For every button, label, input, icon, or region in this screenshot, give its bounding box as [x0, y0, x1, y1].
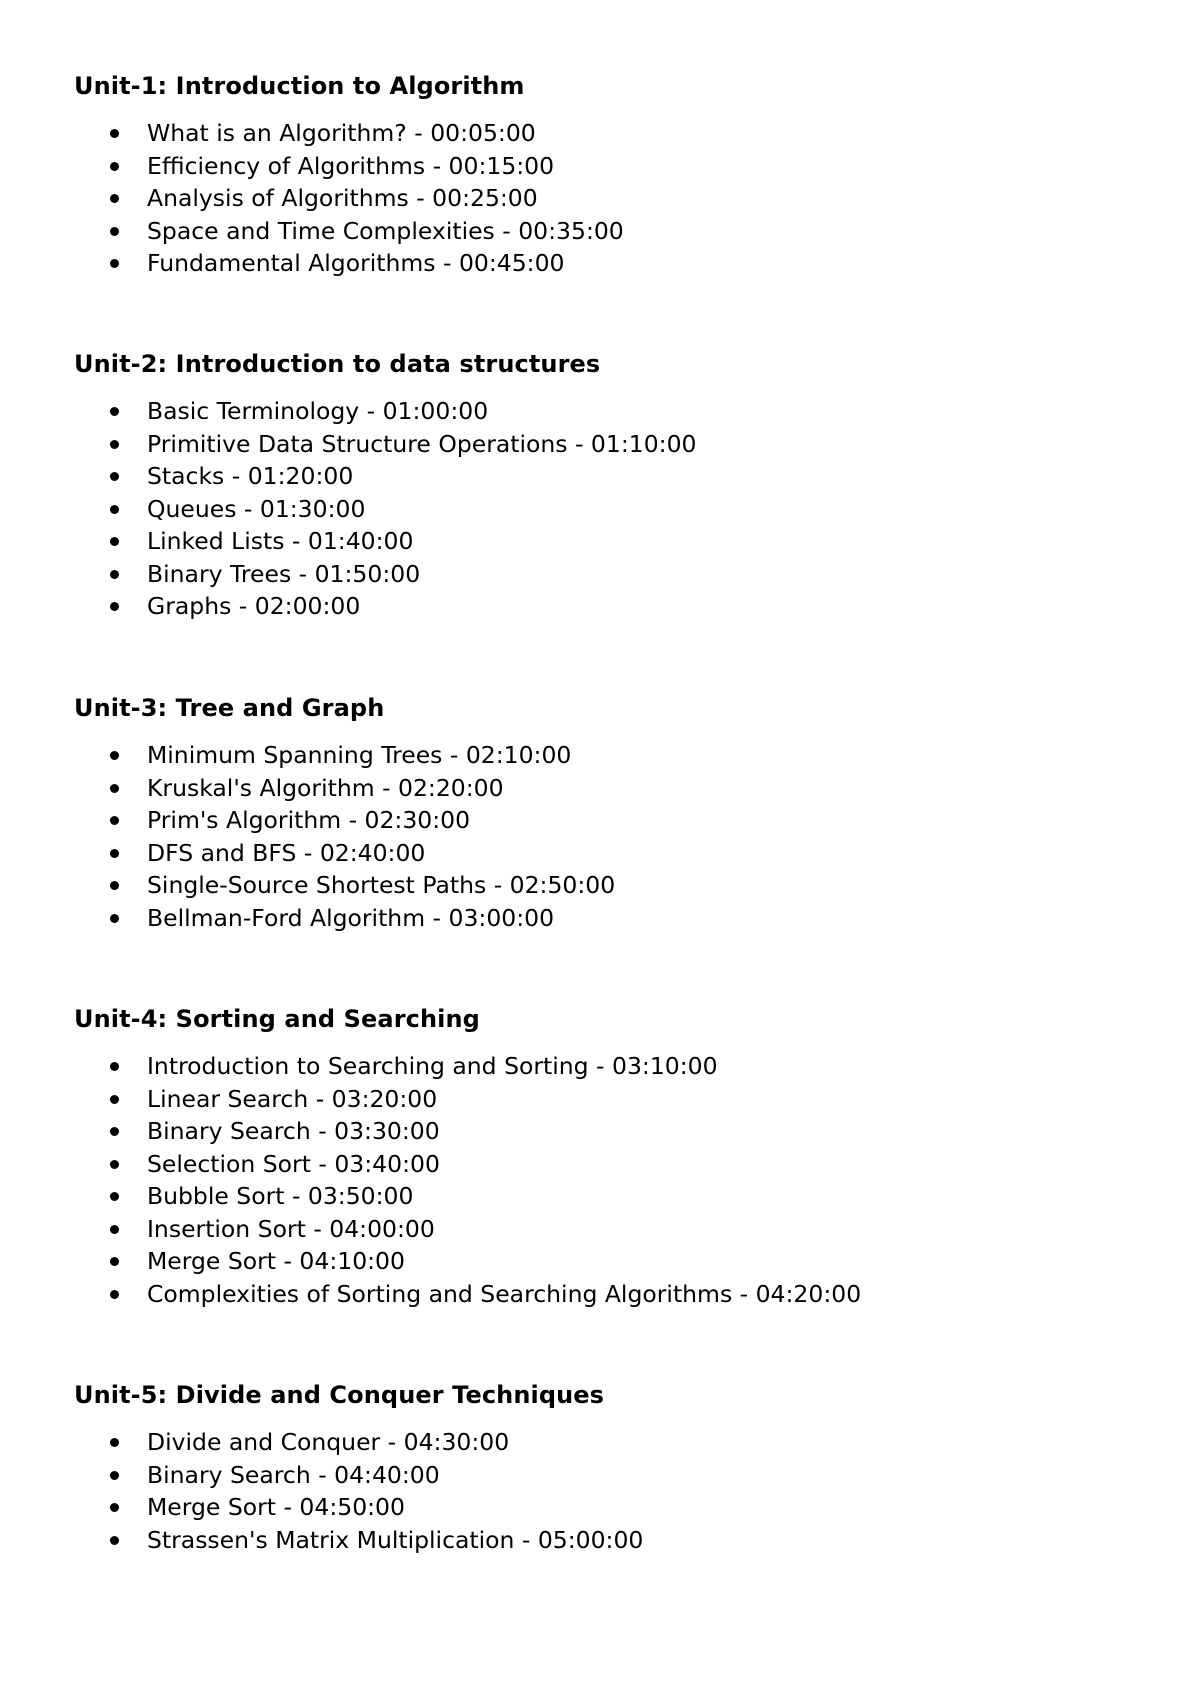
list-item — [74, 1524, 1074, 1557]
topic-text: Insertion Sort - 04:00:00 — [147, 1214, 435, 1243]
list-item — [74, 558, 1074, 591]
unit-title: Unit-2: Introduction to data structures — [74, 350, 601, 378]
bullet-icon — [110, 1536, 119, 1545]
bullet-icon — [110, 440, 119, 449]
bullet-icon — [110, 162, 119, 171]
topic-text: Divide and Conquer - 04:30:00 — [147, 1428, 510, 1456]
topic-text: Basic Terminology - 01:00:00 — [147, 397, 489, 425]
bullet-icon — [110, 1160, 119, 1169]
list-item — [74, 1148, 1074, 1181]
bullet-icon — [110, 784, 119, 793]
topic-text: Fundamental Algorithms - 00:45:00 — [147, 249, 565, 277]
bullet-icon — [110, 1438, 119, 1447]
bullet-icon — [110, 816, 119, 825]
topic-text: Queues - 01:30:00 — [147, 494, 366, 523]
list-item — [74, 1278, 1074, 1311]
list-item — [74, 493, 1074, 526]
topic-text: Primitive Data Structure Operations - 01:10:00 — [147, 429, 697, 458]
topic-list — [74, 1426, 1074, 1556]
bullet-icon — [110, 1192, 119, 1201]
topic-text: Bellman-Ford Algorithm - 03:00:00 — [147, 903, 555, 932]
topic-text: Efficiency of Algorithms - 00:15:00 — [147, 151, 555, 180]
bullet-icon — [110, 407, 119, 416]
unit-section — [74, 693, 1074, 934]
topic-text: Linked Lists - 01:40:00 — [147, 527, 414, 555]
list-item — [74, 1180, 1074, 1213]
bullet-icon — [110, 259, 119, 268]
bullet-icon — [110, 227, 119, 236]
list-item — [74, 1213, 1074, 1246]
bullet-icon — [110, 505, 119, 514]
unit-section — [74, 1004, 1074, 1310]
topic-list — [74, 1050, 1074, 1310]
list-item — [74, 1115, 1074, 1148]
bullet-icon — [110, 1127, 119, 1136]
topic-text: Strassen's Matrix Multiplication - 05:00:00 — [147, 1525, 644, 1554]
bullet-icon — [110, 570, 119, 579]
topic-text: Complexities of Sorting and Searching Algorithms - 04:20:00 — [147, 1279, 862, 1308]
topic-text: Kruskal's Algorithm - 02:20:00 — [147, 773, 504, 802]
topic-text: Single-Source Shortest Paths - 02:50:00 — [147, 871, 616, 899]
topic-text: Prim's Algorithm - 02:30:00 — [147, 806, 471, 834]
list-item — [74, 247, 1074, 280]
bullet-icon — [110, 1225, 119, 1234]
topic-text: DFS and BFS - 02:40:00 — [147, 838, 426, 867]
topic-text: Merge Sort - 04:50:00 — [147, 1493, 405, 1521]
bullet-icon — [110, 1062, 119, 1071]
list-item — [74, 215, 1074, 248]
list-item — [74, 1426, 1074, 1459]
list-item — [74, 395, 1074, 428]
topic-text: Stacks - 01:20:00 — [147, 462, 354, 490]
bullet-icon — [110, 1503, 119, 1512]
topic-list — [74, 395, 1074, 623]
topic-text: Analysis of Algorithms - 00:25:00 — [147, 184, 538, 212]
unit-section — [74, 1380, 1074, 1556]
list-item — [74, 182, 1074, 215]
topic-text: Linear Search - 03:20:00 — [147, 1084, 438, 1113]
list-item — [74, 428, 1074, 461]
unit-title: Unit-4: Sorting and Searching — [74, 1005, 480, 1033]
bullet-icon — [110, 1095, 119, 1104]
topic-text: Bubble Sort - 03:50:00 — [147, 1182, 414, 1210]
bullet-icon — [110, 537, 119, 546]
list-item — [74, 1491, 1074, 1524]
topic-text: Binary Search - 04:40:00 — [147, 1460, 440, 1489]
topic-text: Binary Trees - 01:50:00 — [147, 559, 421, 588]
bullet-icon — [110, 602, 119, 611]
list-item — [74, 525, 1074, 558]
list-item — [74, 1083, 1074, 1116]
list-item — [74, 460, 1074, 493]
topic-text: Merge Sort - 04:10:00 — [147, 1247, 405, 1275]
list-item — [74, 1245, 1074, 1278]
unit-title: Unit-1: Introduction to Algorithm — [74, 72, 525, 100]
list-item — [74, 1459, 1074, 1492]
list-item — [74, 902, 1074, 935]
topic-list — [74, 739, 1074, 934]
list-item — [74, 1050, 1074, 1083]
topic-text: Space and Time Complexities - 00:35:00 — [147, 216, 624, 245]
topic-text: Minimum Spanning Trees - 02:10:00 — [147, 741, 572, 769]
bullet-icon — [110, 194, 119, 203]
bullet-icon — [110, 472, 119, 481]
unit-section — [74, 71, 1074, 280]
list-item — [74, 150, 1074, 183]
unit-title: Unit-5: Divide and Conquer Techniques — [74, 1381, 605, 1409]
bullet-icon — [110, 1471, 119, 1480]
unit-section — [74, 349, 1074, 623]
topic-text: Introduction to Searching and Sorting - 03:10:00 — [147, 1052, 718, 1080]
bullet-icon — [110, 751, 119, 760]
bullet-icon — [110, 849, 119, 858]
topic-text: What is an Algorithm? - 00:05:00 — [147, 119, 536, 147]
list-item — [74, 739, 1074, 772]
list-item — [74, 772, 1074, 805]
bullet-icon — [110, 1290, 119, 1299]
topic-text: Graphs - 02:00:00 — [147, 592, 361, 620]
bullet-icon — [110, 1257, 119, 1266]
topic-text: Binary Search - 03:30:00 — [147, 1117, 440, 1145]
list-item — [74, 869, 1074, 902]
topic-list — [74, 117, 1074, 280]
topic-text: Selection Sort - 03:40:00 — [147, 1149, 440, 1178]
list-item — [74, 837, 1074, 870]
unit-title: Unit-3: Tree and Graph — [74, 694, 385, 722]
bullet-icon — [110, 129, 119, 138]
list-item — [74, 804, 1074, 837]
list-item — [74, 590, 1074, 623]
bullet-icon — [110, 914, 119, 923]
list-item — [74, 117, 1074, 150]
bullet-icon — [110, 881, 119, 890]
